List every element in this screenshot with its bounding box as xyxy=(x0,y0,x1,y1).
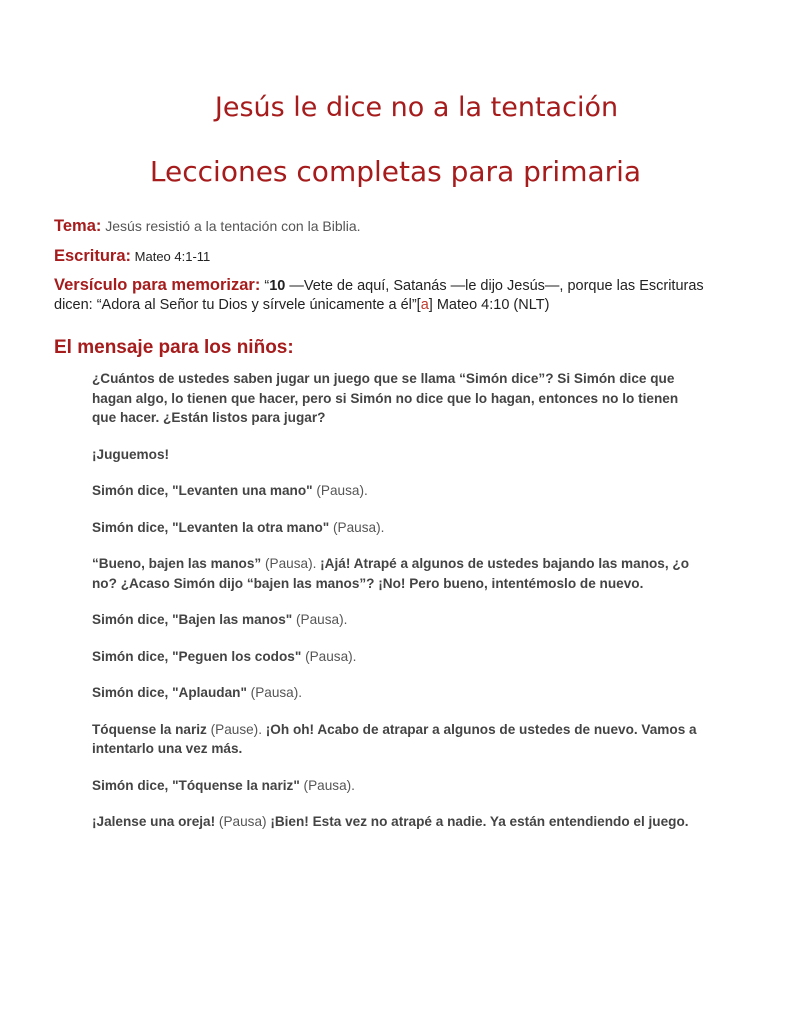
paragraph-bold-text: “Bueno, bajen las manos” xyxy=(92,556,262,571)
paragraph-bold-text: Simón dice, "Levanten una mano" xyxy=(92,483,313,498)
versiculo-open-quote: “ xyxy=(260,278,270,294)
tema-field xyxy=(54,217,734,236)
lesson-paragraph xyxy=(92,369,702,428)
document-title: Jesús le dice no a la tentación xyxy=(214,92,619,123)
lesson-paragraph xyxy=(92,554,702,593)
tema-value: Jesús resistió a la tentación con la Biblia. xyxy=(101,218,361,234)
paragraph-bold-text: ¡Jalense una oreja! xyxy=(92,814,216,829)
escritura-field xyxy=(54,247,734,266)
lesson-paragraph xyxy=(92,481,702,501)
versiculo-field xyxy=(54,276,734,315)
paragraph-bold-text: Simón dice, "Bajen las manos" xyxy=(92,612,293,627)
paragraph-normal-text: (Pausa). xyxy=(301,648,357,664)
versiculo-reference: ] Mateo 4:10 (NLT) xyxy=(428,297,550,313)
paragraph-bold-text: Simón dice, "Tóquense la nariz" xyxy=(92,777,300,793)
paragraph-bold-text: ¡Bien! Esta vez no atrapé a nadie. Ya están entendiendo el juego. xyxy=(270,814,689,829)
paragraph-normal-text: (Pause). xyxy=(206,721,266,737)
lesson-paragraph xyxy=(92,720,702,759)
lesson-paragraph xyxy=(92,518,702,538)
paragraph-normal-text: (Pausa). xyxy=(292,612,348,627)
paragraph-normal-text: (Pausa). xyxy=(299,777,355,793)
verse-number: 10 xyxy=(269,278,286,294)
paragraph-normal-text: (Pausa). xyxy=(261,556,321,571)
lesson-paragraph xyxy=(92,647,702,667)
paragraph-bold-text: Tóquense la nariz xyxy=(92,721,207,737)
paragraph-bold-text: ¿Cuántos de ustedes saben jugar un juego que se llama “Simón dice”? Si Simón dice que hagan algo, lo tienen que hacer, pero si Simón no dice que lo hagan, entonces no lo tienen que hacer. ¿Están listos para jugar? xyxy=(92,371,679,425)
paragraph-bold-text: ¡Juguemos! xyxy=(92,446,170,462)
lesson-paragraph xyxy=(92,445,702,465)
paragraph-normal-text: (Pausa) xyxy=(215,814,271,829)
paragraph-bold-text: Simón dice, "Levanten la otra mano" xyxy=(92,519,330,535)
paragraph-bold-text: Simón dice, "Peguen los codos" xyxy=(92,648,302,664)
escritura-label: Escritura: xyxy=(54,247,132,265)
versiculo-text: —Vete de aquí, Satanás —le dijo Jesús—, porque las Escrituras dicen: “Adora al Señor tu Dios y sírvele únicamente a él”[ xyxy=(54,278,704,313)
footnote-link[interactable]: a xyxy=(420,297,429,313)
paragraph-normal-text: (Pausa). xyxy=(329,519,385,535)
paragraph-normal-text: (Pausa). xyxy=(246,685,303,700)
lesson-paragraph xyxy=(92,683,702,703)
paragraph-bold-text: Simón dice, "Aplaudan" xyxy=(92,685,247,700)
escritura-value: Mateo 4:1-11 xyxy=(131,249,211,264)
lesson-paragraph xyxy=(92,776,702,796)
paragraph-bold-text: ¡Ajá! Atrapé a algunos de ustedes bajando las manos, ¿o no? ¿Acaso Simón dijo “bajen las manos”? ¡No! Pero bueno, intentémoslo de nuevo. xyxy=(92,556,690,591)
lesson-paragraph xyxy=(92,812,702,832)
mensaje-heading: El mensaje para los niños: xyxy=(54,337,294,358)
document-subtitle: Lecciones completas para primaria xyxy=(149,155,642,188)
versiculo-label: Versículo para memorizar: xyxy=(54,276,261,294)
paragraph-normal-text: (Pausa). xyxy=(312,483,368,498)
lesson-paragraph xyxy=(92,610,702,630)
lesson-paragraphs xyxy=(92,369,702,849)
tema-label: Tema: xyxy=(54,217,102,235)
paragraph-bold-text: ¡Oh oh! Acabo de atrapar a algunos de ustedes de nuevo. Vamos a intentarlo una vez más. xyxy=(92,721,697,756)
